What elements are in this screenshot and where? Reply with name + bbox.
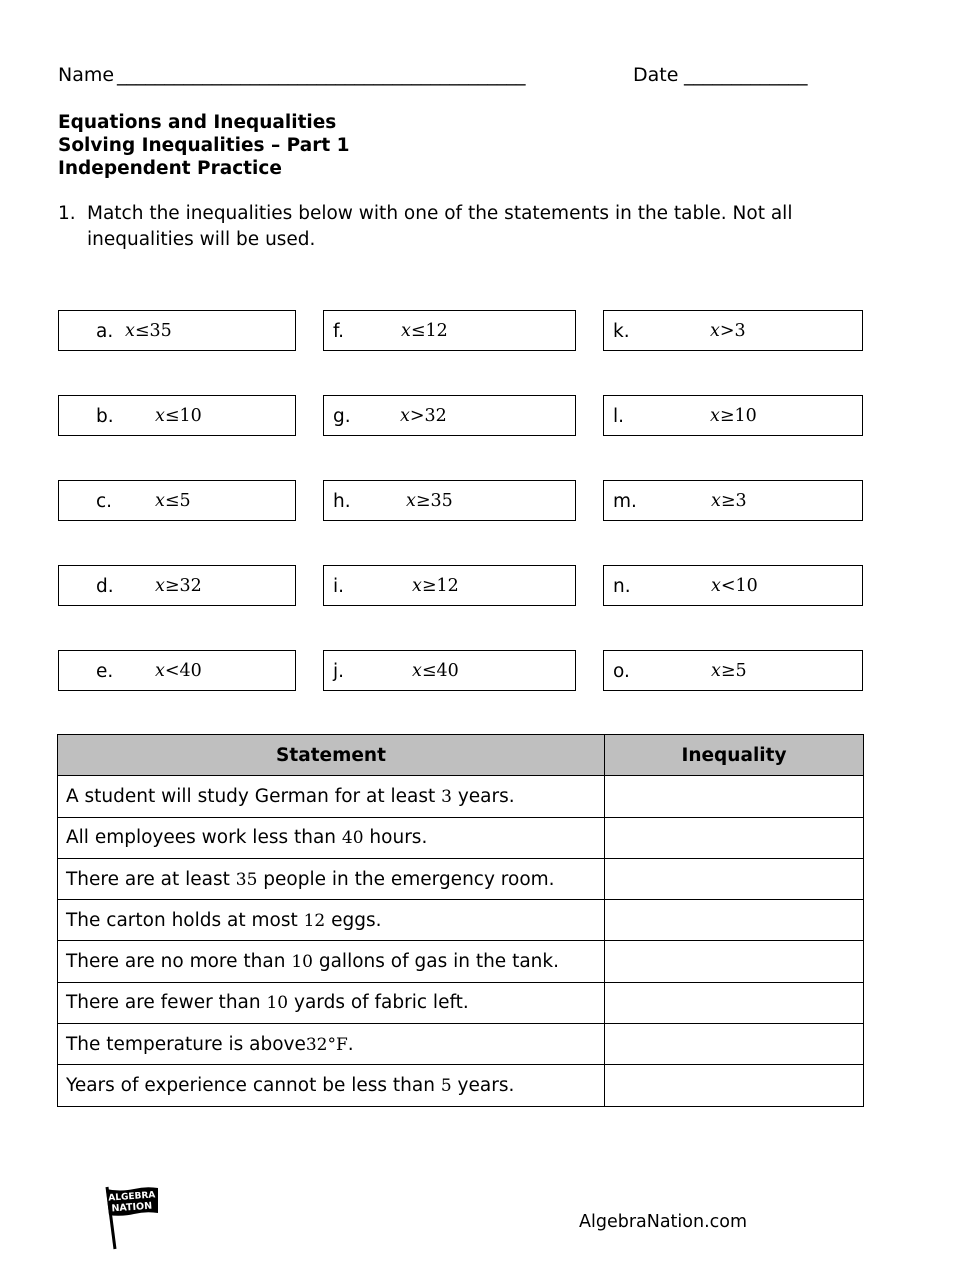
inequality-expression [710,406,757,426]
inequality-answer-cell[interactable] [605,982,864,1023]
statement-text: Years of experience cannot be less than [66,1075,441,1097]
inequality-variable: x [412,576,422,596]
inequality-value: 35 [430,491,453,511]
inequality-operator: ≤ [410,321,426,341]
statement-text-end: yards of fabric left. [288,992,469,1014]
statement-header: Statement [58,735,605,776]
topic-title: Equations and Inequalities [58,112,337,133]
inequality-expression [711,576,758,596]
inequality-expression [155,491,191,511]
statement-text: There are at least [66,868,236,890]
name-label: Name [58,64,115,86]
inequality-variable: x [155,406,165,426]
inequality-variable: x [711,491,721,511]
statement-table [57,734,864,1107]
inequality-value: 12 [425,321,448,341]
footer-site: AlgebraNation.com [579,1212,748,1232]
logo-text-line2: NATION [111,1200,153,1215]
statement-text-end: gallons of gas in the tank. [312,951,559,973]
inequality-box [603,480,863,521]
inequality-value: 35 [149,321,172,341]
statement-text-end: eggs. [325,909,382,931]
name-blank[interactable]: ___________________________________________ [117,64,526,86]
statement-text-end: . [347,1033,354,1055]
statement-text-end: people in the emergency room. [257,868,555,890]
inequality-label: b. [96,406,114,427]
statement-cell [58,1024,605,1065]
inequality-expression [711,491,747,511]
inequality-box [58,395,296,436]
inequality-header: Inequality [605,735,864,776]
inequality-value: 40 [179,661,202,681]
inequality-value: 32 [179,576,202,596]
inequality-answer-cell[interactable] [605,776,864,817]
inequality-answer-cell[interactable] [605,1024,864,1065]
inequality-operator: < [164,661,180,681]
inequality-label: l. [613,406,625,427]
table-row [58,982,864,1023]
statement-text-end: years. [451,1075,515,1097]
inequality-box [58,480,296,521]
lesson-title: Solving Inequalities – Part 1 [58,135,350,156]
inequality-variable: x [155,491,165,511]
statement-text: The temperature is above [66,1033,306,1055]
inequality-operator: ≥ [415,491,431,511]
inequality-box [323,480,576,521]
inequality-variable: x [711,576,721,596]
inequality-label: g. [333,406,351,427]
inequality-value: 12 [436,576,459,596]
inequality-value: 5 [735,661,747,681]
statement-text-end: hours. [363,827,428,849]
inequality-label: c. [96,491,113,512]
inequality-operator: ≥ [164,576,180,596]
inequality-label: n. [613,576,631,597]
inequality-label: f. [333,321,345,342]
table-row [58,858,864,899]
inequality-value: 10 [179,406,202,426]
statement-cell [58,982,605,1023]
inequality-operator: ≥ [720,491,736,511]
date-blank[interactable]: _____________ [684,64,808,86]
inequality-expression [412,576,459,596]
inequality-operator: ≥ [421,576,437,596]
inequality-label: k. [613,321,630,342]
inequality-label: o. [613,661,630,682]
statement-number: 3 [441,786,452,807]
section-title: Independent Practice [58,158,282,179]
inequality-value: 10 [734,406,757,426]
inequality-answer-cell[interactable] [605,1065,864,1106]
statement-cell [58,1065,605,1106]
inequality-expression [155,661,202,681]
inequality-variable: x [412,661,422,681]
inequality-box [323,650,576,691]
table-header-row [58,735,864,776]
question-text: Match the inequalities below with one of the statements in the table. Not all inequalities will be used. [87,203,793,250]
table-row [58,817,864,858]
table-row [58,941,864,982]
inequality-answer-cell[interactable] [605,900,864,941]
statement-cell [58,776,605,817]
inequality-box [603,395,863,436]
inequality-expression [155,406,202,426]
inequality-expression [710,321,746,341]
inequality-label: d. [96,576,114,597]
inequality-expression [125,321,172,341]
inequality-answer-cell[interactable] [605,858,864,899]
inequality-operator: ≥ [719,406,735,426]
inequality-operator: < [720,576,736,596]
inequality-variable: x [406,491,416,511]
inequality-box [323,395,576,436]
inequality-box [58,310,296,351]
inequality-label: h. [333,491,351,512]
table-row [58,1065,864,1106]
table-row [58,1024,864,1065]
inequality-label: e. [96,661,114,682]
table-row [58,900,864,941]
inequality-expression [711,661,747,681]
statement-text: There are no more than [66,951,292,973]
inequality-box [323,565,576,606]
inequality-value: 40 [436,661,459,681]
inequality-box [603,650,863,691]
inequality-operator: ≤ [164,491,180,511]
inequality-expression [400,406,447,426]
inequality-answer-cell[interactable] [605,817,864,858]
statement-number: 32°F [305,1034,348,1055]
inequality-operator: ≤ [164,406,180,426]
statement-text: There are fewer than [66,992,267,1014]
statement-text: A student will study German for at least [66,785,442,807]
inequality-operator: ≤ [421,661,437,681]
inequality-box [58,650,296,691]
inequality-variable: x [155,576,165,596]
statement-number: 10 [291,952,313,973]
inequality-box [603,310,863,351]
inequality-variable: x [400,406,410,426]
statement-number: 10 [266,993,289,1014]
inequality-value: 5 [179,491,191,511]
inequality-operator: > [719,321,735,341]
statement-text-end: years. [451,785,515,807]
statement-text: The carton holds at most [66,909,304,931]
statement-cell [58,900,605,941]
inequality-label: a. [96,321,114,342]
statement-number: 35 [235,869,258,890]
logo-text-line1: ALGEBRA [108,1190,156,1204]
inequality-value: 3 [735,491,747,511]
statement-cell [58,858,605,899]
inequality-expression [401,321,448,341]
inequality-operator: > [409,406,425,426]
inequality-value: 10 [735,576,758,596]
statement-number: 5 [440,1076,452,1097]
question-number: 1. [58,203,76,224]
inequality-value: 3 [734,321,746,341]
inequality-variable: x [710,406,720,426]
inequality-box [603,565,863,606]
inequality-variable: x [155,661,165,681]
statement-number: 40 [341,828,364,849]
inequality-expression [412,661,459,681]
inequality-variable: x [401,321,411,341]
inequality-answer-cell[interactable] [605,941,864,982]
inequality-operator: ≤ [134,321,150,341]
inequality-label: m. [613,491,637,512]
inequality-variable: x [711,661,721,681]
inequality-box [323,310,576,351]
inequality-label: j. [333,661,345,682]
statement-text: All employees work less than [66,827,342,849]
statement-number: 12 [303,910,326,931]
inequality-operator: ≥ [720,661,736,681]
inequality-value: 32 [424,406,447,426]
table-row [58,776,864,817]
statement-cell [58,941,605,982]
inequality-variable: x [710,321,720,341]
inequality-box [58,565,296,606]
date-label: Date [633,64,679,86]
inequality-expression [406,491,453,511]
statement-cell [58,817,605,858]
inequality-label: i. [333,576,345,597]
algebra-nation-logo [100,1183,164,1251]
inequality-variable: x [125,321,135,341]
inequality-expression [155,576,202,596]
